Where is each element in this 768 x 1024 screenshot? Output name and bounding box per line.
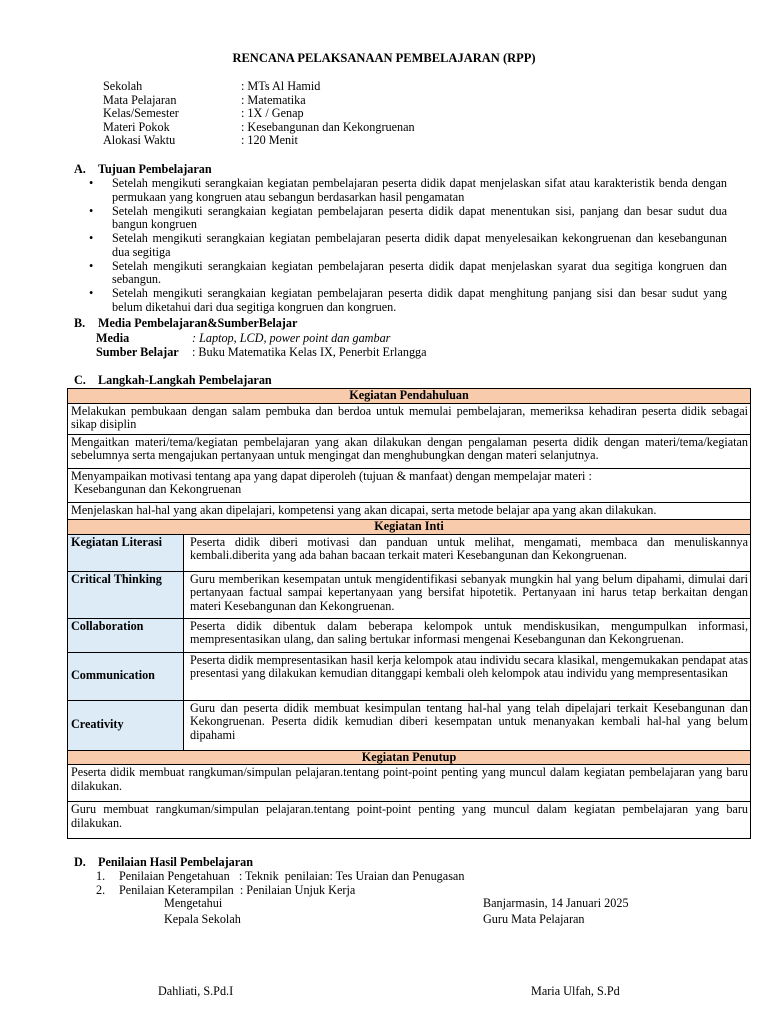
row-label: Kegiatan Literasi — [68, 534, 184, 571]
row-label: Critical Thinking — [68, 571, 184, 618]
item-label: Penilaian Keterampilan — [119, 882, 234, 897]
assessment-list — [96, 870, 464, 897]
signature-left-line2: Kepala Sekolah — [164, 912, 241, 926]
row-label: Creativity — [68, 700, 184, 750]
media-row — [96, 332, 427, 346]
section-title: Penilaian Hasil Pembelajaran — [98, 855, 254, 869]
media-value: : Laptop, LCD, power point dan gambar — [192, 331, 391, 345]
identity-label: Sekolah — [103, 79, 143, 93]
section-number: B. — [74, 316, 86, 330]
row-text: Guru memberikan kesempatan untuk mengidentifikasi sebanyak mungkin hal yang belum dipahami, dimulai dari pertanyaan factual sampai kepertanyaan yang bersifat hipotetik. Pertanyaan ini harus tetap berkaitan dengan materi Kesebangunan dan Kekongruenan. — [184, 571, 751, 618]
table-row: Peserta didik membuat rangkuman/simpulan pelajaran.tentang point-point penting yang muncul dalam kegiatan pembelajaran yang baru dilakukan. — [68, 765, 751, 802]
list-item — [96, 884, 464, 898]
table-header-pendahuluan: Kegiatan Pendahuluan — [68, 389, 751, 404]
table-row: Mengaitkan materi/tema/kegiatan pembelajaran yang akan dilakukan dengan pengalaman peserta didik dengan materi/tema/kegiatan sebelumnya serta mengajukan pertanyaan untuk mengingat dan menghubungkan dengan materi selanjutnya. — [68, 434, 751, 468]
source-label: Sumber Belajar — [96, 345, 179, 359]
table-text: Menyampaikan motivasi tentang apa yang dapat diperoleh (tujuan & manfaat) dengan mempelajar materi : — [71, 468, 592, 483]
identity-block — [103, 80, 523, 148]
table-header-inti: Kegiatan Inti — [68, 520, 751, 535]
item-number: 2. — [96, 882, 106, 897]
item-label: Penilaian Pengetahuan — [119, 869, 230, 883]
table-text: Kesebangunan dan Kekongruenan — [71, 482, 242, 496]
table-header-penutup: Kegiatan Penutup — [68, 750, 751, 765]
row-text: Peserta didik dibentuk dalam beberapa kelompok untuk mendiskusikan, mengumpulkan informasi, mempresentasikan ulang, dan saling bertukar informasi mengenai Kesebangunan dan Kekongruenan. — [184, 618, 751, 652]
list-item: • Setelah mengikuti serangkaian kegiatan pembelajaran peserta didik dapat menyelesaikan kekongruenan dan kesebangunan dua segitiga — [87, 232, 727, 259]
goals-list — [87, 177, 727, 315]
table-row: Guru membuat rangkuman/simpulan pelajaran.tentang point-point penting yang muncul dalam kegiatan pembelajaran yang baru dilakukan. — [68, 802, 751, 839]
signature-left-line1: Mengetahui — [164, 896, 223, 910]
table-row: Melakukan pembukaan dengan salam pembuka dan berdoa untuk memulai pembelajaran, memeriksa kehadiran peserta didik sebagai sikap disiplin — [68, 403, 751, 434]
list-item — [96, 870, 464, 884]
identity-row — [103, 80, 523, 94]
section-title: Media Pembelajaran&SumberBelajar — [98, 316, 298, 330]
section-b-heading — [74, 317, 297, 331]
source-row — [96, 346, 427, 360]
row-text: Peserta didik mempresentasikan hasil kerja kelompok atau individu secara klasikal, mengemukakan pendapat atas presentasi yang dilakukan kemudian ditanggapi kembali oleh kelompok atau individu yang mempresentasikan — [184, 652, 751, 700]
signature-right-line1: Banjarmasin, 14 Januari 2025 — [483, 896, 629, 910]
identity-value: : MTs Al Hamid — [241, 79, 321, 93]
list-item: • Setelah mengikuti serangkaian kegiatan pembelajaran peserta didik dapat menjelaskan sifat atau karakteristik benda dengan permukaan yang kongruen atau sebangun berdasarkan hasil pengamatan — [87, 177, 727, 204]
item-value: : Penilaian Unjuk Kerja — [233, 882, 356, 897]
activities-table — [67, 388, 751, 839]
table-row — [68, 618, 751, 652]
table-row — [68, 700, 751, 750]
section-title: Tujuan Pembelajaran — [98, 162, 212, 176]
section-c-heading — [74, 374, 272, 388]
section-number: A. — [74, 162, 86, 176]
signature-left-name: Dahliati, S.Pd.I — [158, 984, 234, 998]
identity-value: : Matematika — [241, 92, 306, 107]
row-text: Guru dan peserta didik membuat kesimpulan tentang hal-hal yang telah dipelajari terkait Kesebangunan dan Kekongruenan. Peserta didik kemudian diberi kesempatan untuk menanyakan kembali hal-hal yang belum dipahami — [184, 700, 751, 750]
media-block — [96, 332, 427, 360]
section-title: Langkah-Langkah Pembelajaran — [98, 373, 272, 387]
identity-label: Mata Pelajaran — [103, 92, 177, 107]
media-label: Media — [96, 331, 130, 345]
identity-row — [103, 121, 523, 135]
table-row — [68, 534, 751, 571]
item-number: 1. — [96, 869, 106, 883]
signature-right-line2: Guru Mata Pelajaran — [483, 912, 585, 926]
row-label: Communication — [68, 652, 184, 700]
source-value: : Buku Matematika Kelas IX, Penerbit Erlangga — [192, 345, 427, 359]
row-text: Peserta didik diberi motivasi dan panduan untuk melihat, mengamati, membaca dan menuliskannya kembali.diberita yang ada bahan bacaan terkait materi Kesebangunan dan Kekongruenan. — [184, 534, 751, 571]
identity-value: : Kesebangunan dan Kekongruenan — [241, 119, 415, 134]
section-number: D. — [74, 855, 86, 869]
list-item: • Setelah mengikuti serangkaian kegiatan pembelajaran peserta didik dapat menghitung panjang sisi dan besar sudut yang belum diketahui dari dua segitiga kongruen dan kongruen. — [87, 287, 727, 314]
row-label: Collaboration — [68, 618, 184, 652]
table-row — [68, 652, 751, 700]
section-number: C. — [74, 373, 86, 387]
identity-value: : 1X / Genap — [241, 106, 304, 120]
section-d-heading — [74, 856, 253, 870]
table-row: Menjelaskan hal-hal yang akan dipelajari, kompetensi yang akan dicapai, serta metode belajar apa yang akan dilakukan. — [68, 502, 751, 520]
identity-label: Kelas/Semester — [103, 106, 179, 120]
table-row — [68, 468, 751, 502]
list-item: • Setelah mengikuti serangkaian kegiatan pembelajaran peserta didik dapat menentukan sisi, panjang dan besar sudut dua bangun kongruen — [87, 205, 727, 232]
identity-label: Materi Pokok — [103, 119, 170, 134]
item-value: : Teknik penilaian: Tes Uraian dan Penugasan — [229, 869, 465, 883]
signature-right-name: Maria Ulfah, S.Pd — [531, 984, 620, 998]
table-row — [68, 571, 751, 618]
identity-row — [103, 94, 523, 108]
identity-row — [103, 134, 523, 148]
identity-row — [103, 107, 523, 121]
identity-value: : 120 Menit — [241, 133, 298, 147]
list-item: • Setelah mengikuti serangkaian kegiatan pembelajaran peserta didik dapat menjelaskan syarat dua segitiga kongruen dan sebangun. — [87, 260, 727, 287]
identity-label: Alokasi Waktu — [103, 133, 176, 147]
page-title: RENCANA PELAKSANAAN PEMBELAJARAN (RPP) — [232, 51, 536, 65]
section-a-heading — [74, 163, 212, 177]
